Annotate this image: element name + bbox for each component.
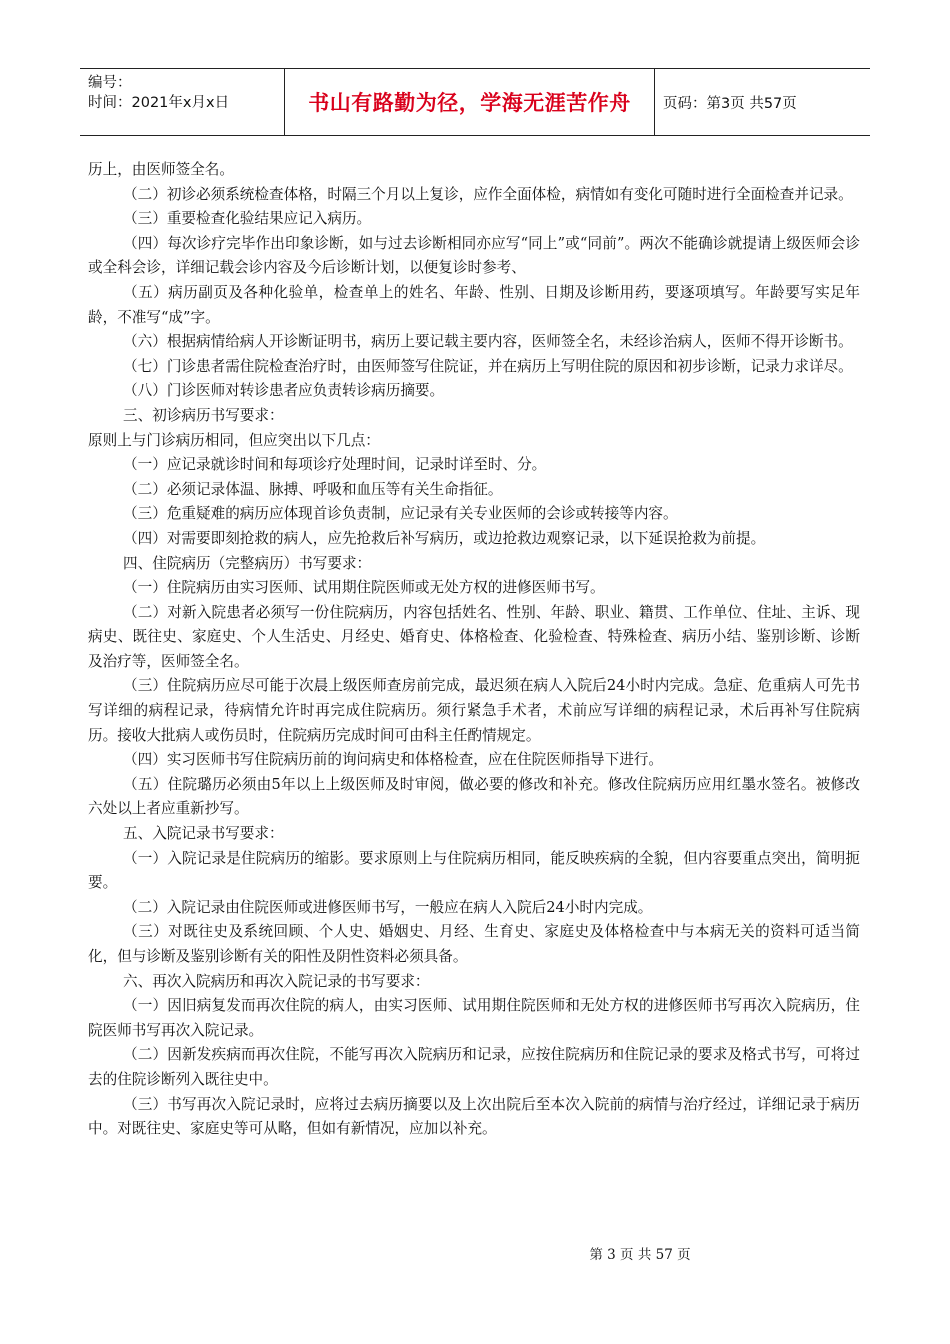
- body-paragraph: （四）每次诊疗完毕作出印象诊断，如与过去诊断相同亦应写“同上”或“同前”。两次不能确诊就提请上级医师会诊或全科会诊，详细记载会诊内容及今后诊断计划，以便复诊时参考、: [88, 234, 860, 277]
- body-paragraph: （一）住院病历由实习医师、试用期住院医师或无处方权的进修医师书写。: [123, 579, 605, 597]
- header-page-number: 页码：第3页 共57页: [663, 95, 797, 112]
- header-motto-cell: [285, 69, 655, 135]
- body-paragraph: （二）入院记录由住院医师或进修医师书写，一般应在病人入院后24小时内完成。: [123, 898, 653, 916]
- body-paragraph: （三）书写再次入院记录时，应将过去病历摘要以及上次出院后至本次入院前的病情与治疗经过，详细记录于病历中。对既往史、家庭史等可从略，但如有新情况，应加以补充。: [88, 1095, 860, 1138]
- document-number-label: 编号：: [88, 75, 132, 91]
- body-paragraph: （六）根据病情给病人开诊断证明书，病历上要记载主要内容，医师签全名，未经诊治病人，医师不得开诊断书。: [123, 333, 853, 351]
- body-paragraph: （一）应记录就诊时间和每项诊疗处理时间，记录时详至时、分。: [123, 456, 547, 474]
- body-paragraph: 历上，由医师签全名。: [88, 161, 234, 178]
- body-paragraph: （一）入院记录是住院病历的缩影。要求原则上与住院病历相同，能反映疾病的全貌，但内容要重点突出，简明扼要。: [88, 849, 860, 892]
- body-paragraph: （一）因旧病复发而再次住院的病人，由实习医师、试用期住院医师和无处方权的进修医师书写再次入院病历，住院医师书写再次入院记录。: [88, 997, 860, 1039]
- body-paragraph: 四、住院病历（完整病历）书写要求：: [123, 554, 372, 572]
- body-paragraph: （二）初诊必须系统检查体格，时隔三个月以上复诊，应作全面体检，病情如有变化可随时进行全面检查并记录。: [123, 185, 853, 203]
- body-paragraph: （八）门诊医师对转诊患者应负责转诊病历摘要。: [123, 382, 445, 400]
- body-paragraph: 三、初诊病历书写要求：: [123, 406, 284, 424]
- body-paragraph: 六、再次入院病历和再次入院记录的书写要求：: [123, 972, 430, 990]
- header-page-cell: [655, 69, 870, 135]
- body-paragraph: （三）对既往史及系统回顾、个人史、婚姻史、月经、生育史、家庭史及体格检查中与本病无关的资料可适当简化，但与诊断及鉴别诊断有关的阳性及阴性资料必须具备。: [88, 923, 860, 965]
- body-paragraph: （七）门诊患者需住院检查治疗时，由医师签写住院证，并在病历上写明住院的原因和初步诊断，记录力求详尽。: [123, 357, 853, 375]
- body-paragraph: （三）住院病历应尽可能于次晨上级医师查房前完成，最迟须在病人入院后24小时内完成。急症、危重病人可先书写详细的病程记录，待病情允许时再完成住院病历。须行紧急手术者，术前应写详细的病程记录，术后再补写住院病历。接收大批病人或伤员时，住院病历完成时间可由科主任酌情规定。: [88, 677, 860, 744]
- page-header: [80, 68, 870, 136]
- body-paragraph: （四）对需要即刻抢救的病人，应先抢救后补写病历，或边抢救边观察记录，以下延误抢救为前提。: [123, 529, 766, 547]
- header-motto: 书山有路勤为径，学海无涯苦作舟: [308, 91, 631, 115]
- body-paragraph: （二）因新发疾病而再次住院，不能写再次入院病历和记录，应按住院病历和住院记录的要求及格式书写，可将过去的住院诊断列入既往史中。: [88, 1046, 860, 1088]
- body-paragraph: （五）住院璐历必须由5年以上上级医师及时审阅，做必要的修改和补充。修改住院病历应用红墨水签名。被修改六处以上者应重新抄写。: [88, 775, 860, 818]
- body-paragraph: （四）实习医师书写住院病历前的询问病史和体格检查，应在住院医师指导下进行。: [123, 751, 664, 769]
- footer-page-number: 第 3 页 共 57 页: [589, 1247, 691, 1263]
- body-paragraph: 原则上与门诊病历相同，但应突出以下几点：: [88, 431, 380, 449]
- body-paragraph: （二）对新入院患者必须写一份住院病历，内容包括姓名、性别、年龄、职业、籍贯、工作单位、住址、主诉、现病史、既往史、家庭史、个人生活史、月经史、婚育史、体格检查、化验检查、特殊检查、病历小结、鉴别诊断、诊断及治疗等，医师签全名。: [88, 603, 860, 670]
- page-footer: [0, 1243, 950, 1263]
- body-paragraph: （三）重要检查化验结果应记入病历。: [123, 210, 372, 228]
- document-date-label: 时间：2021年x月x日: [88, 95, 230, 111]
- document-body: [88, 158, 860, 1142]
- header-meta: [80, 69, 285, 135]
- body-paragraph: （五）病历副页及各种化验单，检查单上的姓名、年龄、性别、日期及诊断用药，要逐项填写。年龄要写实足年龄，不准写“成”字。: [88, 283, 860, 326]
- body-paragraph: （二）必须记录体温、脉搏、呼吸和血压等有关生命指征。: [123, 480, 503, 498]
- body-paragraph: （三）危重疑难的病历应体现首诊负责制，应记录有关专业医师的会诊或转接等内容。: [123, 505, 678, 523]
- body-paragraph: 五、入院记录书写要求：: [123, 825, 284, 843]
